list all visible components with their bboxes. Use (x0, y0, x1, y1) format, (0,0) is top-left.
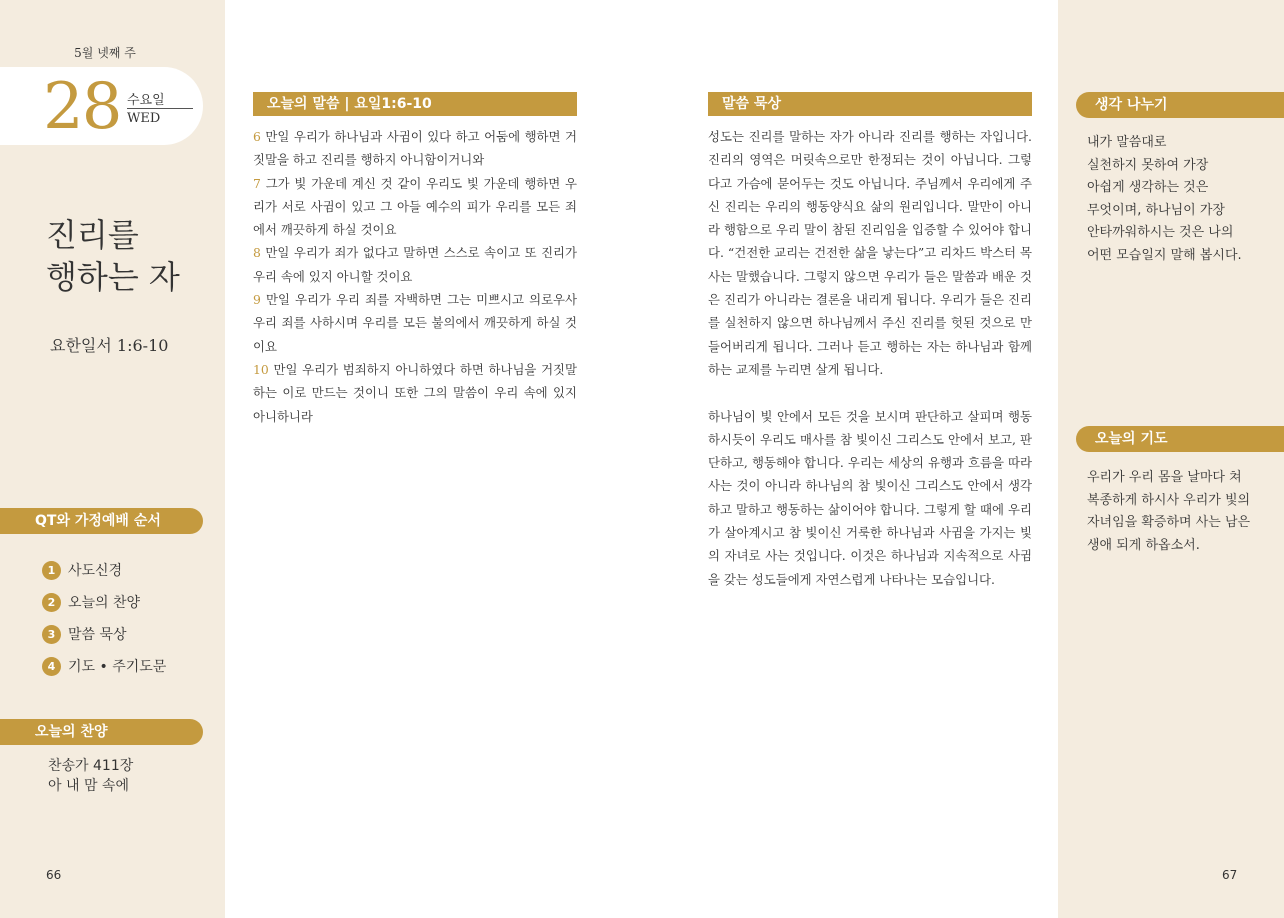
prayer-line: 우리가 우리 몸을 날마다 쳐 (1087, 470, 1242, 485)
order-item (42, 554, 166, 586)
order-item-label: 기도 • 주기도문 (68, 659, 167, 675)
meditation-paragraph: 성도는 진리를 말하는 자가 아니라 진리를 행하는 자입니다. 진리의 영역은 머릿속으로만 한정되는 것이 아닙니다. 그렇다고 가슴에 묻어두는 것도 아닙니다. 주님께서 우리에게 주신 진리는 우리의 행동양식요 삶의 원리입니다. 말만이 아니라 행함으로 우리 말이 참된 진리임을 입증할 수 있어야 합니다. “건전한 교리는 건전한 삶을 낳는다”고 리차드 박스터 목사는 말했습니다. 그렇지 않으면 우리가 들은 말씀과 배운 것은 진리가 아니라는 결론을 내리게 됩니다. 우리가 들은 진리를 실천하지 않으면 하나님께서 주신 진리를 헛된 것으로 만들어버리게 됩니다. 그러나 듣고 행하는 자는 하나님과 함께하는 교제를 누리면 살게 됩니다. (708, 129, 1032, 377)
hymn-info (48, 756, 133, 796)
verse-text: 만일 우리가 하나님과 사귐이 있다 하고 어둠에 행하면 거짓말을 하고 진리를 행하지 아니함이거니와 (253, 129, 577, 168)
meditation-text (708, 125, 1032, 591)
order-section-header: QT와 가정예배 순서 (0, 508, 203, 534)
prayer-section-header: 오늘의 기도 (1076, 426, 1284, 452)
prayer-line: 자녀임을 확증하며 사는 남은 (1087, 515, 1251, 531)
order-item-label: 사도신경 (68, 563, 123, 579)
verse-number: 8 (253, 245, 261, 261)
scripture-header: 오늘의 말씀 | 요일1:6-10 (253, 92, 577, 116)
order-item (42, 618, 166, 650)
share-line: 안타까워하시는 것은 나의 (1087, 225, 1234, 241)
prayer-line: 복종하게 하시사 우리가 빛의 (1087, 492, 1251, 508)
hymn-number: 찬송가 411장 (48, 758, 134, 774)
verse-text: 만일 우리가 범죄하지 아니하였다 하면 하나님을 거짓말하는 이로 만드는 것이니 또한 그의 말씀이 우리 속에 있지 아니하니라 (253, 361, 577, 424)
verse-text: 만일 우리가 우리 죄를 자백하면 그는 미쁘시고 의로우사 우리 죄를 사하시며 우리를 모든 불의에서 깨끗하게 하실 것이요 (253, 292, 577, 354)
page-title (46, 214, 180, 298)
order-item-label: 말씀 묵상 (68, 627, 127, 643)
date-divider (127, 108, 193, 109)
share-section-header: 생각 나누기 (1076, 92, 1284, 118)
share-line: 아쉽게 생각하는 것은 (1087, 180, 1209, 196)
weekday-english: WED (127, 111, 161, 126)
verse-text: 그가 빛 가운데 계신 것 같이 우리도 빛 가운데 행하면 우리가 서로 사귐이 있고 그 아들 예수의 피가 우리를 모든 죄에서 깨끗하게 하실 것이요 (253, 175, 577, 238)
order-item-label: 오늘의 찬양 (68, 595, 141, 611)
week-label: 5월 넷째 주 (74, 46, 136, 60)
share-line: 실천하지 못하여 가장 (1087, 157, 1209, 173)
meditation-header: 말씀 묵상 (708, 92, 1032, 116)
order-number-badge: 3 (42, 625, 61, 644)
share-question (1087, 132, 1262, 268)
verse-text: 만일 우리가 죄가 없다고 말하면 스스로 속이고 또 진리가 우리 속에 있지 아니할 것이요 (253, 245, 577, 284)
order-list (42, 554, 166, 682)
prayer-line: 생애 되게 하옵소서. (1087, 537, 1200, 553)
page-number-right: 67 (1222, 868, 1238, 882)
order-item (42, 586, 166, 618)
order-item (42, 650, 166, 682)
meditation-paragraph: 하나님이 빛 안에서 모든 것을 보시며 판단하고 살피며 행동하시듯이 우리도 매사를 참 빛이신 그리스도 안에서 보고, 판단하고, 행동해야 합니다. 우리는 세상의 유행과 흐름을 따라 사는 것이 아니라 하나님의 참 빛이신 그리스도 안에서 생각하고 말하고 행동하는 삶이어야 합니다. 그렇게 할 때에 우리가 살아계시고 참 빛이신 거룩한 하나님과 사귐을 가지는 빛의 자녀로 사는 것입니다. 이것은 하나님과 지속적으로 사귐을 갖는 성도들에게 자연스럽게 나타나는 모습입니다. (708, 408, 1032, 587)
order-number-badge: 4 (42, 657, 61, 676)
share-line: 내가 말씀대로 (1087, 135, 1167, 150)
page-number-left: 66 (46, 868, 62, 882)
day-number: 28 (43, 70, 121, 144)
verse-number: 6 (253, 129, 261, 144)
scripture-reference: 요한일서 1:6-10 (50, 336, 169, 355)
weekday-korean: 수요일 (127, 93, 165, 108)
prayer-text (1087, 467, 1262, 557)
order-number-badge: 1 (42, 561, 61, 580)
title-line-2: 행하는 자 (46, 258, 180, 296)
title-line-1: 진리를 (46, 216, 139, 254)
verse-number: 10 (253, 361, 269, 377)
share-line: 무엇이며, 하나님이 가장 (1087, 202, 1225, 218)
hymn-section-header: 오늘의 찬양 (0, 719, 203, 745)
scripture-text (253, 125, 577, 428)
share-line: 어떤 모습일지 말해 봅시다. (1087, 247, 1242, 263)
verse-number: 7 (253, 175, 261, 191)
hymn-title: 아 내 맘 속에 (48, 778, 129, 794)
order-number-badge: 2 (42, 593, 61, 612)
verse-number: 9 (253, 292, 261, 308)
